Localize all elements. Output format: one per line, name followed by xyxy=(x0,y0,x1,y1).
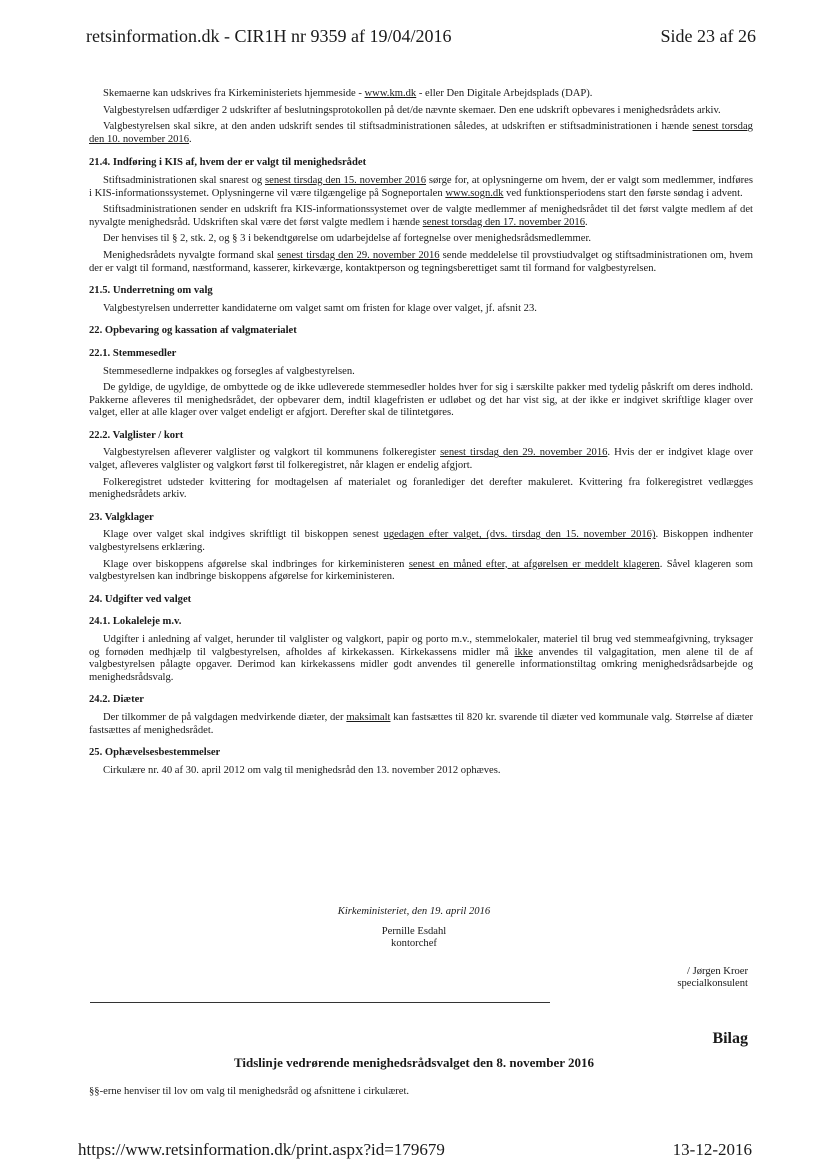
page-number: Side 23 af 26 xyxy=(660,26,756,46)
deadline-text: ugedagen efter valget, (dvs. tirsdag den 15. november 2016) xyxy=(383,529,656,541)
document-body xyxy=(89,88,753,781)
appendix-note: §§-erne henviser til lov om valg til menighedsråd og afsnittene i cirkulæret. xyxy=(89,1086,410,1097)
text: Udgifter i anledning af valget, herunder til valglister og valgkort, papir og porto m.v., stemmelokaler, materiel til brug ved stemmeafgivning, tryksager og fornøden medhjælp til valgbestyrelsen, afholdes af kirkekassen. Kirkekassens midler må xyxy=(89,634,753,658)
paragraph: Der henvises til § 2, stk. 2, og § 3 i bekendtgørelse om udarbejdelse af fortegnelse over menighedsrådsmedlemmer. xyxy=(103,233,592,245)
signature-date: Kirkeministeriet, den 19. april 2016 xyxy=(337,906,491,917)
appendix-label: Bilag xyxy=(712,1030,748,1047)
text: Der tilkommer de på valgdagen medvirkende diæter, der xyxy=(103,711,347,723)
text: . xyxy=(585,216,588,228)
deadline-text: senest tirsdag den 29. november 2016 xyxy=(277,249,440,261)
paragraph: Folkeregistret udsteder kvittering for modtagelsen af materialet og foranlediger det derefter makuleret. Kvittering fra folkeregistret vedlægges menighedsrådets arkiv. xyxy=(89,476,753,501)
co-signatory-title: specialkonsulent xyxy=(677,978,748,989)
text: sørge for, at oplysningerne om hvem, der er valgt som medlemmer, indføres i KIS-informationssystemet. Oplysningerne vil være tilgængelige på Sogneportalen xyxy=(89,174,753,199)
text: kan fastsættes til 820 kr. svarende til diæter ved kommunale valg. Størrelse af diæter fastsættes af menighedsrådet. xyxy=(89,711,754,736)
paragraph: De gyldige, de ugyldige, de ombyttede og de ikke udleverede stemmesedler holdes hver for sig i særskilte pakker med tydelig påskrift om deres indhold. Pakkerne afleveres til menighedsrådet, der opbevarer dem, indtil klagefristen er udløbet og det har vist sig, at der ikke er indgivet skriftlige klager over valget, eller at alle klager over valget endeligt er afgjort. Derefter skal de tilintetgøres. xyxy=(89,382,753,419)
text: Klage over biskoppens afgørelse skal indbringes for kirkeministeren xyxy=(103,558,409,570)
paragraph xyxy=(89,204,753,229)
co-signatory-name: / Jørgen Kroer xyxy=(687,966,748,977)
deadline-text: senest tirsdag den 29. november 2016 xyxy=(440,447,608,459)
signatory-title: kontorchef xyxy=(391,938,437,949)
deadline-text: senest tirsdag den 15. november 2016 xyxy=(265,174,427,186)
section-heading-24-1: 24.1. Lokaleleje m.v. xyxy=(89,616,182,628)
text: Klage over valget skal indgives skriftligt til biskoppen senest xyxy=(103,529,384,541)
text: ved funktionsperiodens start den første søndag i advent. xyxy=(503,187,743,199)
paragraph xyxy=(89,250,753,275)
paragraph xyxy=(89,634,753,684)
section-heading-25: 25. Ophævelsesbestemmelser xyxy=(89,747,221,759)
paragraph xyxy=(89,121,753,146)
paragraph: Cirkulære nr. 40 af 30. april 2012 om valg til menighedsråd den 13. november 2012 ophæves. xyxy=(103,764,501,776)
text: . Biskoppen indhenter valgbestyrelsens erklæring. xyxy=(89,529,753,554)
paragraph xyxy=(89,712,753,737)
text: - eller Den Digitale Arbejdsplads (DAP). xyxy=(416,88,593,99)
text: sende meddelelse til provstiudvalget og stiftsadministrationen om, hvem der er valgt til formand, næstformand, kasserer, kirkeværge, kontaktperson og tegningsberettiget samt til formand for valgbestyrelsen. xyxy=(89,249,753,274)
co-signature-block xyxy=(677,966,748,990)
section-heading-21-5: 21.5. Underretning om valg xyxy=(89,285,213,297)
text: Valgbestyrelsen afleverer valglister og valgkort til kommunens folkeregister xyxy=(103,447,441,459)
text: . xyxy=(189,133,192,145)
paragraph xyxy=(89,529,753,554)
emphasis-text: ikke xyxy=(514,646,533,658)
paragraph xyxy=(89,175,753,200)
deadline-text: senest torsdag den 17. november 2016 xyxy=(422,216,586,228)
paragraph xyxy=(89,559,753,584)
text: Skemaerne kan udskrives fra Kirkeministeriets hjemmeside - xyxy=(103,88,365,99)
text: Menighedsrådets nyvalgte formand skal xyxy=(103,249,278,261)
emphasis-text: maksimalt xyxy=(346,711,391,723)
text: Valgbestyrelsen skal sikre, at den anden udskrift sendes til stiftsadministrationen således, at udskriften er stiftsadministrationen i hænde xyxy=(103,121,693,133)
paragraph xyxy=(89,447,753,472)
text: . Hvis der er indgivet klage over valget, afleveres valglister og valgkort først til folkeregistret, når klagen er endelig afgjort. xyxy=(89,447,753,472)
km-link[interactable]: www.km.dk xyxy=(364,88,417,99)
text: . Såvel klageren som valgbestyrelsen kan indbringe biskoppens afgørelse for kirkeministeren. xyxy=(89,558,753,583)
text: anvendes til valgagitation, men alene til de af valgbestyrelsen pålagte opgaver. Derimod kan kirkekassens midler godt anvendes til generelle informationstiltag omkring menighedsrådsarbejde og menighedsrådsvalg. xyxy=(89,646,753,683)
footer-date: 13-12-2016 xyxy=(672,1140,752,1159)
section-heading-22-1: 22.1. Stemmesedler xyxy=(89,347,177,359)
sogn-link[interactable]: www.sogn.dk xyxy=(445,187,504,199)
text: Stiftsadministrationen sender en udskrift fra KIS-informationssystemet over de valgte medlemmer af menighedsrådet til det først valgte medlem af det nyvalgte menighedsråd. Udskriften skal være det først valgte medlem i hænde xyxy=(89,204,753,228)
text: Stiftsadministrationen skal snarest og xyxy=(103,174,266,186)
deadline-text: senest en måned efter, at afgørelsen er meddelt klageren xyxy=(408,558,660,570)
paragraph: Valgbestyrelsen udfærdiger 2 udskrifter af beslutningsprotokollen på det/de nævnte skemaer. Den ene udskrift opbevares i menighedsrådets arkiv. xyxy=(103,104,721,116)
appendix-title: Tidslinje vedrørende menighedsrådsvalget den 8. november 2016 xyxy=(233,1055,595,1070)
section-heading-24-2: 24.2. Diæter xyxy=(89,694,145,706)
paragraph: Stemmesedlerne indpakkes og forsegles af valgbestyrelsen. xyxy=(103,365,355,377)
paragraph xyxy=(89,88,753,101)
header-title: retsinformation.dk - CIR1H nr 9359 af 19/04/2016 xyxy=(86,26,452,46)
section-heading-22-2: 22.2. Valglister / kort xyxy=(89,429,184,441)
section-heading-23: 23. Valgklager xyxy=(89,511,154,523)
deadline-text: senest torsdag den 10. november 2016 xyxy=(89,121,753,145)
signatory-name: Pernille Esdahl xyxy=(381,926,447,937)
section-heading-24: 24. Udgifter ved valget xyxy=(89,593,192,605)
footer-url: https://www.retsinformation.dk/print.aspx?id=179679 xyxy=(78,1140,445,1159)
divider xyxy=(90,1002,550,1003)
section-heading-22: 22. Opbevaring og kassation af valgmaterialet xyxy=(89,325,297,337)
signature-block xyxy=(0,926,828,950)
section-heading-21-4: 21.4. Indføring i KIS af, hvem der er valgt til menighedsrådet xyxy=(89,157,367,169)
paragraph: Valgbestyrelsen underretter kandidaterne om valget samt om fristen for klage over valget, jf. afsnit 23. xyxy=(103,302,537,314)
